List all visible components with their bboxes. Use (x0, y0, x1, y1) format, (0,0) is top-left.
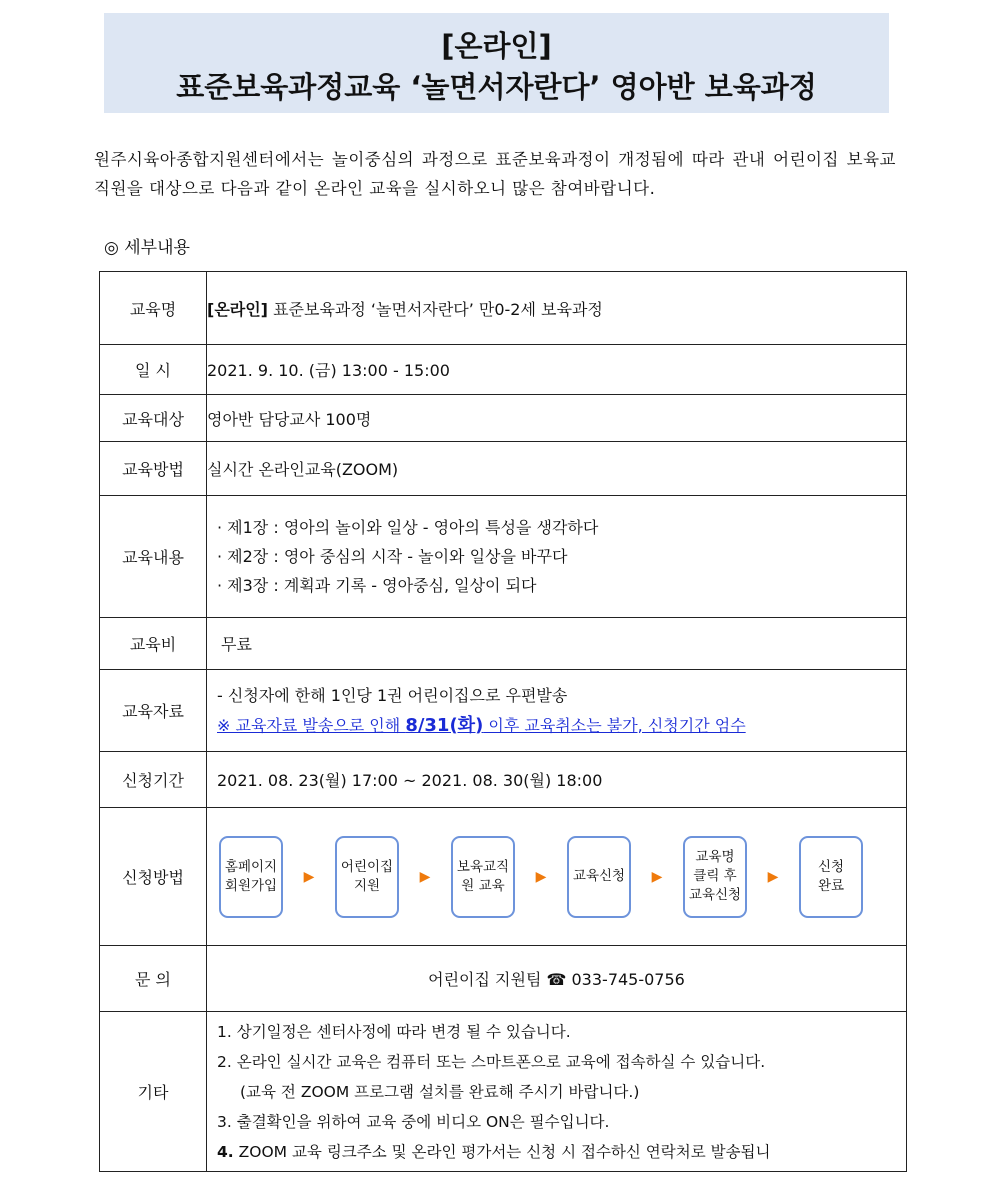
arrow-right-icon: ▶ (303, 868, 315, 885)
materials-value (207, 670, 907, 752)
detail-table (99, 271, 907, 1172)
deadline-date: 8/31(화) (405, 714, 484, 736)
etc-list (207, 1012, 907, 1172)
row-content (100, 496, 907, 618)
method-value: 실시간 온라인교육(ZOOM) (207, 442, 907, 496)
etc-item-note: (교육 전 ZOOM 프로그램 설치를 완료해 주시기 바랍니다.) (240, 1082, 640, 1101)
content-item: · 제3장 : 계획과 기록 - 영아중심, 일상이 되다 (217, 576, 537, 595)
row-label: 기타 (100, 1012, 207, 1172)
row-fee (100, 618, 907, 670)
row-contact (100, 946, 907, 1012)
row-label: 교육비 (100, 618, 207, 670)
section-heading: ◎ 세부내용 (104, 238, 190, 258)
target-value: 영아반 담당교사 100명 (207, 395, 907, 442)
row-label: 일 시 (100, 345, 207, 395)
materials-line: - 신청자에 한해 1인당 1권 어린이집으로 우편발송 (217, 685, 568, 705)
arrow-right-icon: ▶ (767, 868, 779, 885)
row-label: 신청기간 (100, 752, 207, 808)
etc-item: 3. 출결확인을 위하여 교육 중에 비디오 ON은 필수입니다. (217, 1112, 610, 1131)
etc-item: 1. 상기일정은 센터사정에 따라 변경 될 수 있습니다. (217, 1022, 571, 1041)
row-period (100, 752, 907, 808)
cancel-policy-note (217, 711, 906, 741)
step-daycare-support: 어린이집 지원 (335, 836, 399, 918)
arrow-right-icon: ▶ (419, 868, 431, 885)
row-label: 신청방법 (100, 808, 207, 946)
step-apply-education: 교육신청 (567, 836, 631, 918)
row-apply-method (100, 808, 907, 946)
row-label: 교육대상 (100, 395, 207, 442)
row-label: 문 의 (100, 946, 207, 1012)
row-label: 교육내용 (100, 496, 207, 618)
row-datetime (100, 345, 907, 395)
title-line-2: 표준보육과정교육 ‘놀면서자란다’ 영아반 보육과정 (176, 70, 817, 104)
row-label: 교육명 (100, 272, 207, 345)
row-label: 교육방법 (100, 442, 207, 496)
contact-value: 어린이집 지원팀 ☎ 033-745-0756 (207, 946, 907, 1012)
step-complete: 신청 완료 (799, 836, 863, 918)
title-line-1: [온라인] (441, 29, 552, 63)
row-materials (100, 670, 907, 752)
content-item: · 제1장 : 영아의 놀이와 일상 - 영아의 특성을 생각하다 (217, 518, 599, 537)
course-name-value (207, 272, 907, 345)
note-text: ※ 교육자료 발송으로 인해 (217, 715, 406, 735)
online-tag: [온라인] (207, 299, 268, 319)
apply-flow-cell (207, 808, 907, 946)
etc-item: 4. ZOOM 교육 링크주소 및 온라인 평가서는 신청 시 접수하신 연락처로 발송됩니 (217, 1142, 771, 1161)
apply-flow (207, 836, 906, 918)
period-value: 2021. 08. 23(월) 17:00 ~ 2021. 08. 30(월) 18:00 (207, 752, 907, 808)
step-staff-education: 보육교직 원 교육 (451, 836, 515, 918)
note-text: 이후 교육취소는 불가, 신청기간 엄수 (483, 715, 746, 735)
row-label: 교육자료 (100, 670, 207, 752)
course-name-text: 표준보육과정 ‘놀면서자란다’ 만0-2세 보육과정 (268, 299, 603, 319)
fee-value: 무료 (207, 618, 907, 670)
arrow-right-icon: ▶ (535, 868, 547, 885)
content-item: · 제2장 : 영아 중심의 시작 - 놀이와 일상을 바꾸다 (217, 547, 568, 566)
etc-item: 2. 온라인 실시간 교육은 컴퓨터 또는 스마트폰으로 교육에 접속하실 수 있습니다. (217, 1052, 766, 1071)
row-target (100, 395, 907, 442)
intro-paragraph: 원주시육아종합지원센터에서는 놀이중심의 과정으로 표준보육과정이 개정됨에 따라 관내 어린이집 보육교직원을 대상으로 다음과 같이 온라인 교육을 실시하오니 많은 참여바랍니다. (94, 150, 896, 198)
document-title (104, 13, 889, 113)
content-list (207, 496, 907, 618)
arrow-right-icon: ▶ (651, 868, 663, 885)
row-etc (100, 1012, 907, 1172)
datetime-value: 2021. 9. 10. (금) 13:00 - 15:00 (207, 345, 907, 395)
row-course-name (100, 272, 907, 345)
row-method (100, 442, 907, 496)
step-click-course: 교육명 클릭 후 교육신청 (683, 836, 747, 918)
step-homepage-signup: 홈페이지 회원가입 (219, 836, 283, 918)
